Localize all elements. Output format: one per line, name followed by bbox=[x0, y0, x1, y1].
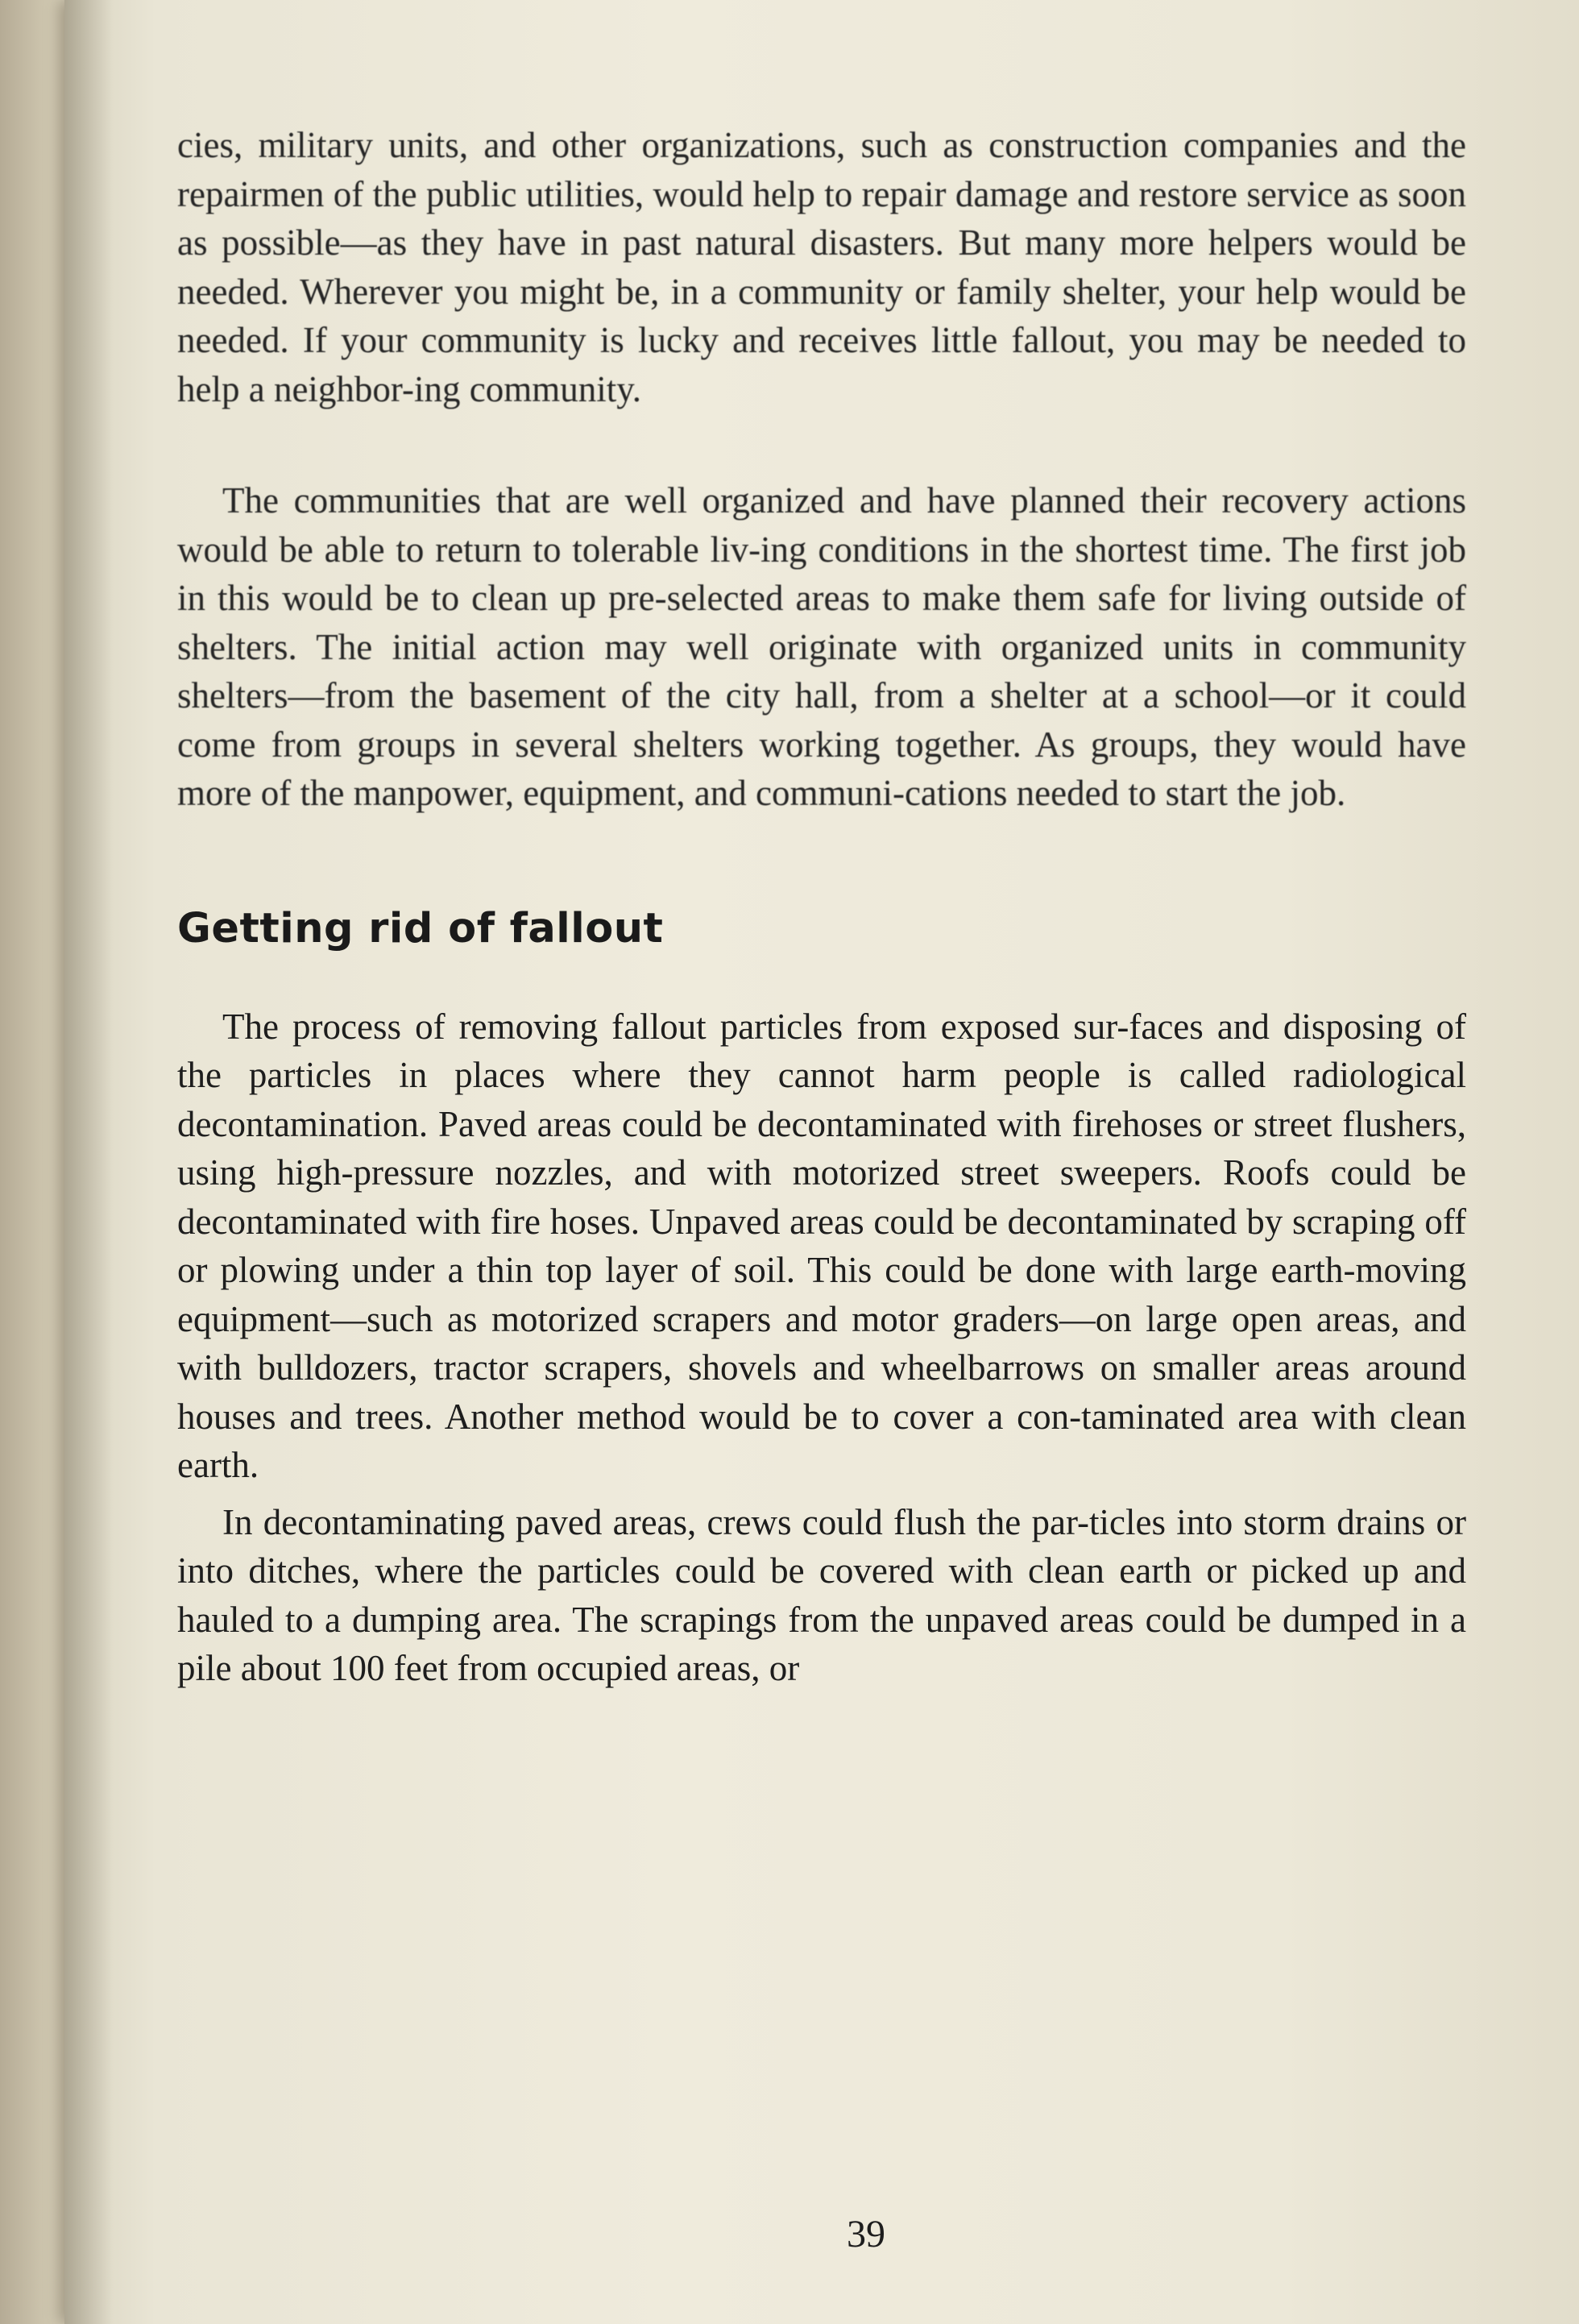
paragraph-decontamination-process: The process of removing fallout particles from exposed sur-faces and disposing of the particles in places where they cannot harm people is called radiological decontamination. Paved areas could be decontaminated with firehoses or street flushers, using high-pressure nozzles, and with motorized street sweepers. Roofs could be decontaminated with fire hoses. Unpaved areas could be decontaminated by scraping off or plowing under a thin top layer of soil. This could be done with large earth-moving equipment—such as motorized scrapers and motor graders—on large open areas, and with bulldozers, tractor scrapers, shovels and wheelbarrows on smaller areas around houses and trees. Another method would be to cover a con-taminated area with clean earth. bbox=[177, 1006, 1466, 1485]
page-content bbox=[177, 121, 1466, 1693]
section-heading: Getting rid of fallout bbox=[177, 904, 664, 952]
page-number: 39 bbox=[847, 2213, 885, 2256]
paragraph-continuation: cies, military units, and other organizations, such as construction companies and the repairmen of the public utilities, would help to repair damage and restore service as soon as possible—as they have in past natural disasters. But many more helpers would be needed. Wherever you might be, in a community or family shelter, your help would be needed. If your community is lucky and receives little fallout, you may be needed to help a neighbor-ing community. bbox=[177, 125, 1466, 409]
paragraph-paved-areas: In decontaminating paved areas, crews could flush the par-ticles into storm drains or into ditches, where the particles could be covered with clean earth or picked up and hauled to a dumping area. The scrapings from the unpaved areas could be dumped in a pile about 100 feet from occupied areas, or bbox=[177, 1501, 1466, 1688]
page-gutter-shadow bbox=[64, 0, 113, 2324]
paragraph-community-recovery: The communities that are well organized and have planned their recovery actions would be able to return to tolerable liv-ing conditions in the shortest time. The first job in this would be to clean up pre-selected areas to make them safe for living outside of shelters. The initial action may well originate with organized units in community shelters—from the basement of the city hall, from a shelter at a school—or it could come from groups in several shelters working together. As groups, they would have more of the manpower, equipment, and communi-cations needed to start the job. bbox=[177, 480, 1466, 813]
